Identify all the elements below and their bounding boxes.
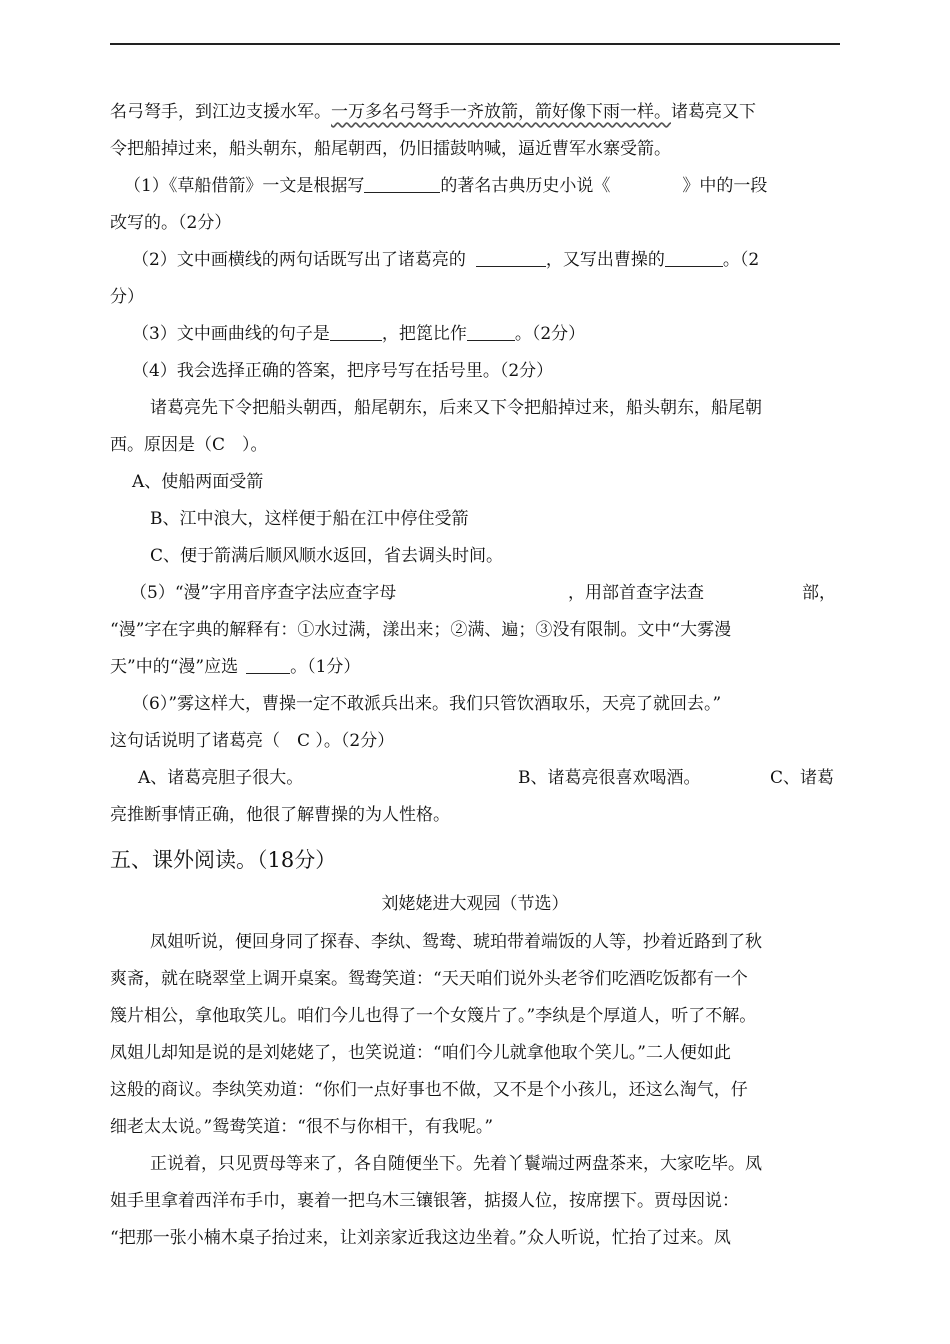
text-span: 名弓弩手，到江边支援水军。 [110, 102, 331, 122]
text-line: 令把船掉过来，船头朝东，船尾朝西，仍旧擂鼓呐喊，逼近曹军水寨受箭。 [110, 139, 671, 159]
question-text: 部， [802, 583, 836, 603]
question-text: ，用部首查字法查 [568, 583, 704, 603]
text-line: 分） [110, 287, 144, 307]
passage-line: 凤姐听说，便回身同了探春、李纨、鸳鸯、琥珀带着端饭的人等，抄着近路到了秋 [150, 932, 762, 952]
question-1 [110, 168, 840, 205]
option-c: C、诸葛 [770, 768, 835, 788]
text-span: 诸葛亮又下 [671, 102, 756, 122]
question-2 [110, 242, 840, 279]
answer-blank[interactable] [330, 322, 382, 341]
passage-line: 这般的商议。李纨笑劝道：“你们一点好事也不做，又不是个小孩儿，还这么淘气，仔 [110, 1080, 748, 1100]
question-text: （2）文中画横线的两句话既写出了诸葛亮的 [132, 250, 466, 270]
question-text: 的著名古典历史小说《 [440, 176, 611, 196]
passage-line: 细老太太说。”鸳鸯笑道：“很不与你相干，有我呢。” [110, 1117, 494, 1137]
passage-line: 凤姐儿却知是说的是刘姥姥了，也笑说道：“咱们今儿就拿他取个笑儿。”二人便如此 [110, 1043, 731, 1063]
question-text: ，把箆比作 [381, 324, 467, 344]
answer-blank[interactable] [476, 248, 546, 267]
question-text: ，又写出曹操的 [545, 250, 665, 270]
text-line [110, 94, 840, 131]
question-text: 。（2分） [514, 324, 586, 344]
header-rule [110, 43, 840, 45]
question-4: （4）我会选择正确的答案，把序号写在括号里。（2分） [132, 361, 554, 381]
passage-line: “把那一张小楠木桌子抬过来，让刘亲家近我这边坐着。”众人听说，忙抬了过来。凤 [110, 1228, 731, 1248]
text-line: 这句话说明了诸葛亮（ C ）。（2分） [110, 731, 395, 751]
option-a: A、使船两面受箭 [132, 472, 264, 492]
answer-blank[interactable] [467, 322, 515, 341]
passage-line: 姐手里拿着西洋布手巾，裹着一把乌木三镶银箸，掂掇人位，按席摆下。贾母因说： [110, 1191, 739, 1211]
text-line: 改写的。（2分） [110, 213, 232, 233]
option-b: B、诸葛亮很喜欢喝酒。 [518, 768, 701, 788]
answer-blank[interactable] [364, 174, 440, 193]
question-text: （1）《草船借箭》一文是根据写 [124, 176, 365, 196]
option-c: C、便于箭满后顺风顺水返回，省去调头时间。 [150, 546, 504, 566]
passage-title: 刘姥姥进大观园（节选） [381, 894, 569, 914]
text-line: 亮推断事情正确，他很了解曹操的为人性格。 [110, 805, 450, 825]
passage-line: 正说着，只见贾母等来了，各自随便坐下。先着丫鬟端过两盘茶来，大家吃毕。凤 [150, 1154, 762, 1174]
passage-line: 篾片相公，拿他取笑儿。咱们今儿也得了一个女篾片了。”李纨是个厚道人，听了不解。 [110, 1006, 757, 1026]
text-line [110, 649, 840, 686]
text-line: “漫”字在字典的解释有：①水过满，漾出来；②满、遍；③没有限制。文中“大雾漫 [110, 620, 732, 640]
question-text: 。（2 [722, 250, 760, 270]
passage-line: 爽斋，就在晓翠堂上调开桌案。鸳鸯笑道：“天天咱们说外头老爷们吃酒吃饭都有一个 [110, 969, 748, 989]
section-heading: 五、课外阅读。（18分） [110, 848, 337, 872]
document-content [110, 94, 840, 1257]
question-text: 天”中的“漫”应选 [110, 657, 239, 677]
question-6: （6）”雾这样大，曹操一定不敢派兵出来。我们只管饮酒取乐，天亮了就回去。” [132, 694, 722, 714]
option-b: B、江中浪大，这样便于船在江中停住受箭 [150, 509, 469, 529]
answer-blank[interactable] [665, 248, 723, 267]
option-a: A、诸葛亮胆子很大。 [138, 768, 304, 788]
text-line: 西。原因是（C ）。 [110, 435, 268, 455]
question-text: 。（1分） [290, 657, 361, 677]
text-line: 诸葛亮先下令把船头朝西，船尾朝东，后来又下令把船掉过来，船头朝东，船尾朝 [150, 398, 762, 418]
wavy-underlined-sentence: 一万多名弓弩手一齐放箭，箭好像下雨一样。 [331, 102, 671, 122]
question-5 [110, 575, 840, 612]
question-text: （3）文中画曲线的句子是 [132, 324, 330, 344]
question-3 [110, 316, 840, 353]
answer-blank[interactable] [246, 655, 290, 674]
question-6-options [110, 760, 840, 797]
question-text: 》中的一段 [682, 176, 768, 196]
question-text: （5）“漫”字用音序查字法应查字母 [130, 583, 397, 603]
